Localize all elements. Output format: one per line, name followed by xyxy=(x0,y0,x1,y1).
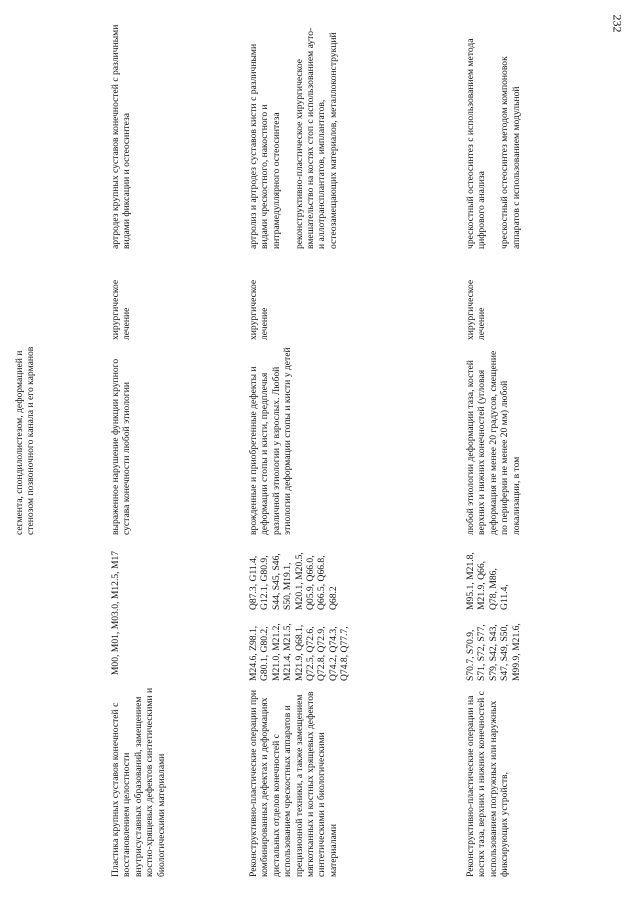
row-3-treatment: хирургическое лечение xyxy=(465,279,488,340)
row-3-codes: S70.7, S70.9, S71, S72, S77, S79, S42, S43, S47, S49, S50, M99.9, M21.6, M95.1, M21.8, M21.9, Q66, Q78, M86, G11.4, xyxy=(465,552,522,681)
row-2-treatment: хирургическое лечение xyxy=(248,279,271,340)
continued-description: сегмента, спондилолистезом, деформацией и стенозом позвоночного канала и его карманов xyxy=(14,346,37,535)
row-2-name: Реконструктивно-пластические операции при комбинированных дефектах и деформациях дистальных отделов конечностей с использованием чрескостных аппаратов и прецизионной техники, а также замещением мягкотканных и костных хрящевых дефектов синтетическими и биологическими материалами xyxy=(248,689,339,877)
row-1-treatment: хирургическое лечение xyxy=(110,279,133,340)
page-number: 232 xyxy=(610,14,625,33)
row-1-codes: M00, M01, M03.0, M12.5, M17 xyxy=(110,550,121,676)
row-2-codes: M24.6, Z98.1, G80.1, G80.2, M21.0, M21.2, M21.4, M21.5, M21.9, Q68.1, Q72.5, Q72.6, Q72.8, Q72.9, Q74.2, Q74.3, Q74.8, Q77.7, Q87.3, G11.4, G12.1, G80.9, S44, S45, S46, S50, M19.1, M20.1, M20.5, Q05.9, Q66.0, Q66.5, Q66.8, Q68.2 xyxy=(248,552,351,681)
row-1-method: артродез крупных суставов конечностей с различными видами фиксации и остеосинтеза xyxy=(110,24,133,249)
rotated-table xyxy=(10,15,630,895)
row-2-description: врожденные и приобретенные дефекты и деформации стопы и кисти, предплечья различной этиологии у взрослых. Любой этиологии деформации стопы и кисти у детей xyxy=(248,347,294,535)
row-1-description: выраженное нарушение функции крупного сустава конечности любой этиологии xyxy=(110,358,133,535)
row-2-method: артролиз и артродез суставов кисти с различными видами чрескостного, накостного и интрамедуллярного остеосинтеза реконструктивно-пластическое хирургическое вмешательство на костях стоп с использованием ауто- и аллотрансплантатов, имплантатов, остеозамещающих материалов, металлоконструкций xyxy=(248,27,339,249)
row-1-name: Пластика крупных суставов конечностей с восстановлением целостности внутрисуставных образований, замещением костно-хрящевых дефектов синтетическими и биологическими материалами xyxy=(110,687,167,877)
row-3-description: любой этиологии деформации таза, костей верхних и нижних конечностей (угловая деформация не менее 20 градусов, смещение по периферии не менее 20 мм) любой локализации, в том xyxy=(465,350,522,535)
row-3-name: Реконструктивно-пластические операции на костях таза, верхних и нижних конечностей с использованием погружных или наружных фиксирующих устройств, xyxy=(465,691,511,877)
row-3-method: чрескостный остеосинтез с использованием метода цифрового анализа чрескостный остеосинтез методом компоновок аппаратов с использованием модульной xyxy=(465,38,522,249)
